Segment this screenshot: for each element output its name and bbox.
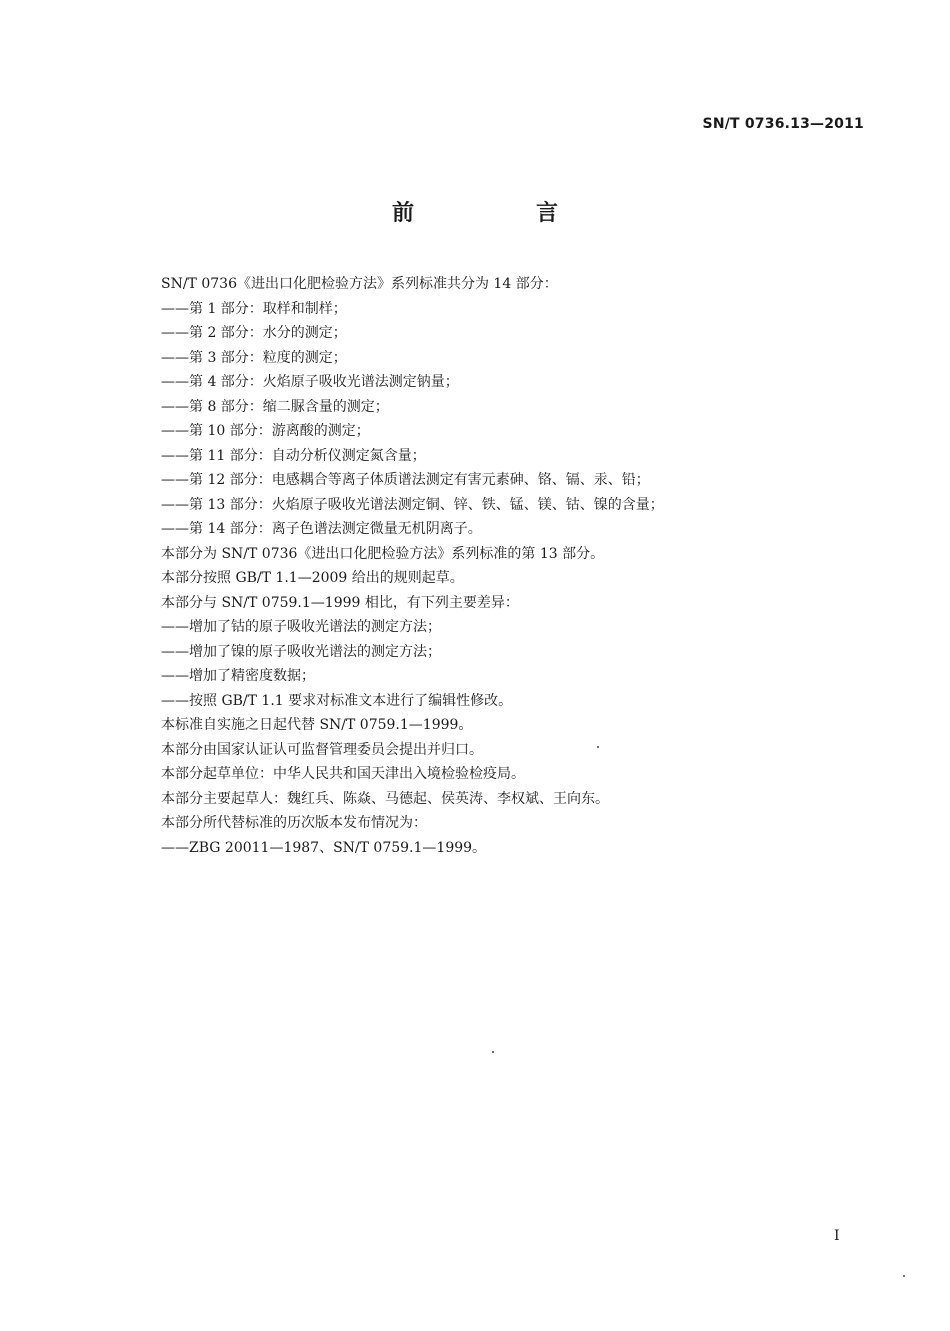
standard-code: SN/T 0736.13—2011 — [702, 116, 864, 132]
text-line: ——按照 GB/T 1.1 要求对标准文本进行了编辑性修改。 — [161, 692, 513, 709]
scan-speck — [903, 1275, 905, 1277]
text-line: 本部分与 SN/T 0759.1—1999 相比，有下列主要差异： — [161, 594, 519, 611]
text-line: SN/T 0736《进出口化肥检验方法》系列标准共分为 14 部分： — [161, 276, 558, 292]
page-title: 前 言 — [391, 201, 608, 226]
text-line: ——第 8 部分：缩二脲含量的测定； — [161, 398, 389, 415]
text-line: ——第 14 部分：离子色谱法测定微量无机阴离子。 — [161, 521, 482, 537]
text-line: ——第 2 部分：水分的测定； — [161, 325, 347, 341]
text-line: ——第 11 部分：自动分析仪测定氮含量； — [161, 447, 426, 464]
scan-speck — [597, 746, 599, 748]
text-line: ——第 13 部分：火焰原子吸收光谱法测定铜、锌、铁、锰、镁、钴、镍的含量； — [161, 496, 664, 513]
text-line: ——第 3 部分：粒度的测定； — [161, 349, 347, 366]
foreword-body — [161, 272, 881, 860]
page-number: I — [834, 1228, 840, 1244]
text-line: 本部分由国家认证认可监督管理委员会提出并归口。 — [161, 741, 483, 758]
text-line: ——增加了镍的原子吸收光谱法的测定方法； — [161, 643, 441, 660]
text-line: ——第 4 部分：火焰原子吸收光谱法测定钠量； — [161, 374, 459, 390]
text-line: 本部分为 SN/T 0736《进出口化肥检验方法》系列标准的第 13 部分。 — [161, 545, 605, 562]
text-line: 本部分所代替标准的历次版本发布情况为： — [161, 815, 427, 831]
text-line: ——增加了钴的原子吸收光谱法的测定方法； — [161, 619, 441, 635]
text-line: ——第 1 部分：取样和制样； — [161, 300, 347, 317]
text-line: 本部分按照 GB/T 1.1—2009 给出的规则起草。 — [161, 570, 464, 586]
text-line: 本标准自实施之日起代替 SN/T 0759.1—1999。 — [161, 717, 473, 733]
text-line: ——ZBG 20011—1987、SN/T 0759.1—1999。 — [161, 839, 487, 856]
text-line: 本部分起草单位：中华人民共和国天津出入境检验检疫局。 — [161, 766, 525, 782]
text-line: ——增加了精密度数据； — [161, 668, 315, 684]
text-line: ——第 10 部分：游离酸的测定； — [161, 423, 370, 439]
text-line: 本部分主要起草人：魏红兵、陈焱、马德起、侯英涛、李权斌、王向东。 — [161, 790, 609, 807]
text-line: ——第 12 部分：电感耦合等离子体质谱法测定有害元素砷、铬、镉、汞、铅； — [161, 472, 650, 488]
scan-speck — [492, 1051, 494, 1053]
